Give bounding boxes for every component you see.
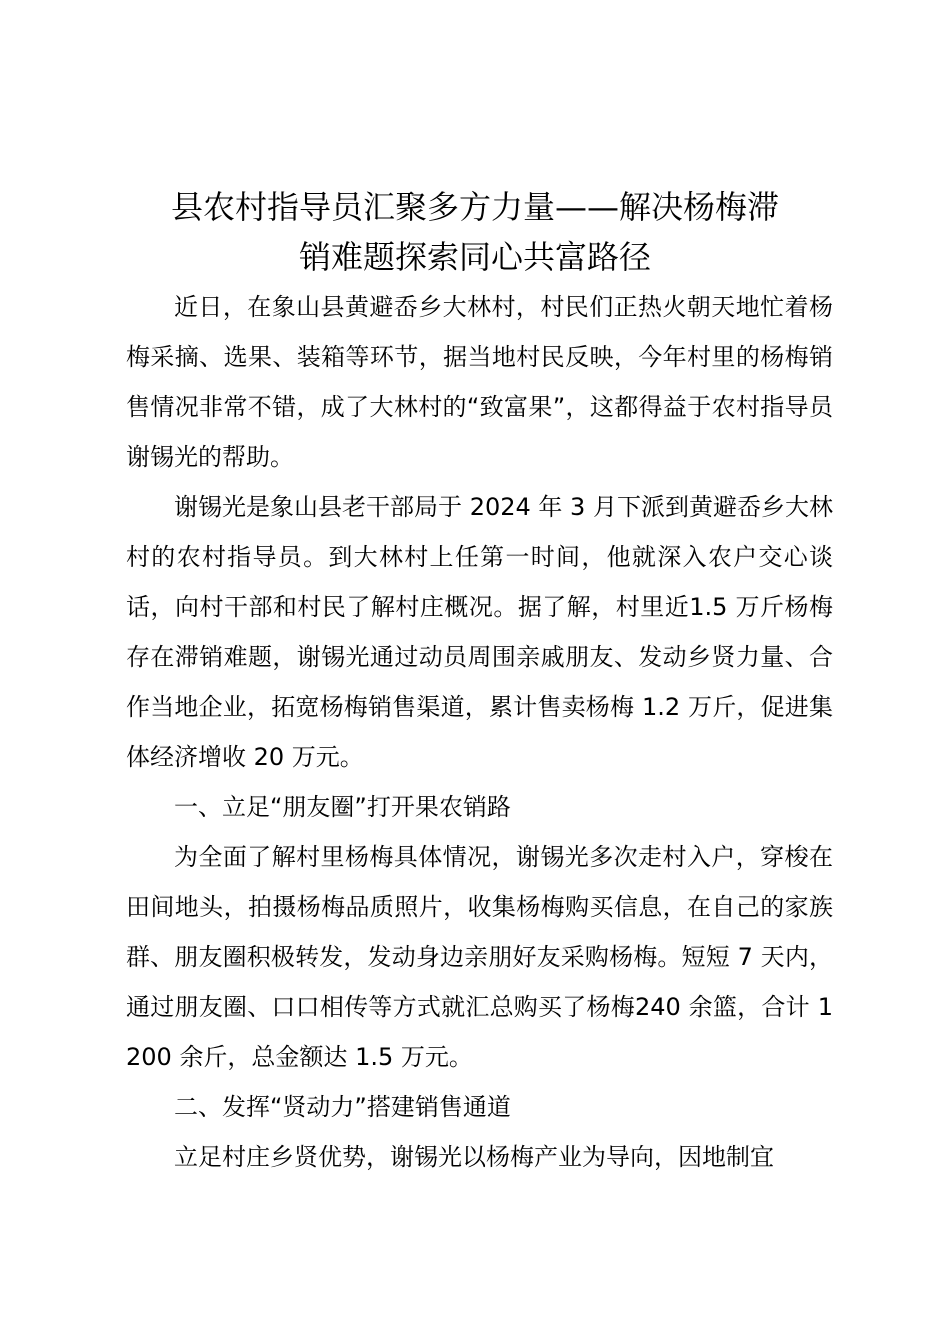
- paragraph-section-1: 为全面了解村里杨梅具体情况，谢锡光多次走村入户，穿梭在田间地头，拍摄杨梅品质照片，收集杨梅购买信息，在自己的家族群、朋友圈积极转发，发动身边亲朋好友采购杨梅。短短 7 天内，通过朋友圈、口口相传等方式就汇总购买了杨梅240 余篮，合计 1200 余斤，总金额达 1.5 万元。: [126, 843, 833, 1071]
- title-line-1: 县农村指导员汇聚多方力量——解决杨梅滞: [170, 188, 779, 226]
- paragraph-background: 谢锡光是象山县老干部局于 2024 年 3 月下派到黄避岙乡大林村的农村指导员。到大林村上任第一时间，他就深入农户交心谈话，向村干部和村民了解村庄概况。据了解，村里近1.5 万斤杨梅存在滞销难题，谢锡光通过动员周围亲戚朋友、发动乡贤力量、合作当地企业，拓宽杨梅销售渠道，累计售卖杨梅 1.2 万斤，促进集体经济增收 20 万元。: [126, 493, 833, 771]
- document-body: [126, 282, 833, 1182]
- paragraph-intro: 近日，在象山县黄避岙乡大林村，村民们正热火朝天地忙着杨梅采摘、选果、装箱等环节，据当地村民反映，今年村里的杨梅销售情况非常不错，成了大林村的“致富果”，这都得益于农村指导员谢锡光的帮助。: [126, 293, 833, 471]
- paragraph-section-2: 立足村庄乡贤优势，谢锡光以杨梅产业为导向，因地制宜: [174, 1143, 774, 1171]
- title-line-2: 销难题探索同心共富路径: [298, 238, 651, 276]
- section-heading-1: 一、立足“朋友圈”打开果农销路: [174, 793, 511, 821]
- document-title: [120, 182, 830, 282]
- section-heading-2: 二、发挥“贤动力”搭建销售通道: [174, 1093, 511, 1121]
